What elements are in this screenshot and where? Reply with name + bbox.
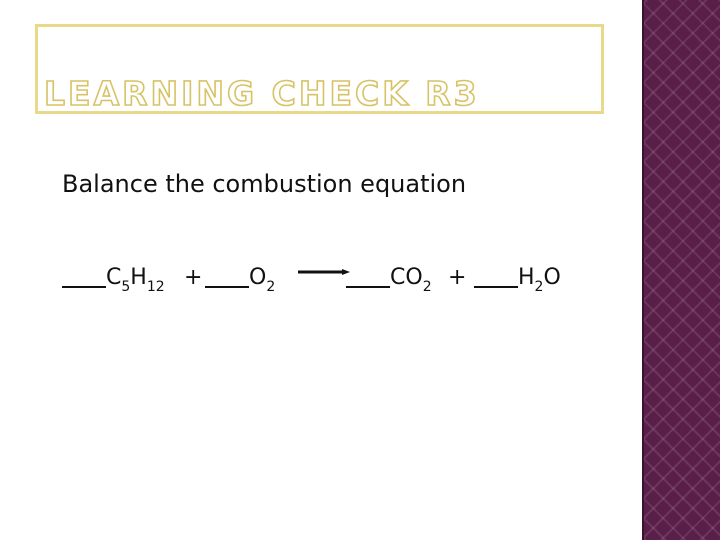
co-element: CO <box>390 265 423 290</box>
co-subscript: 2 <box>422 279 432 295</box>
c-element: C <box>106 265 122 290</box>
product-1 <box>346 264 432 294</box>
h-subscript: 12 <box>146 279 165 295</box>
h-element: H <box>130 265 147 290</box>
coefficient-blank[interactable] <box>62 264 106 288</box>
reactant-2 <box>205 264 275 294</box>
slide-title: LEARNING CHECK R3 <box>44 74 480 113</box>
title-box <box>35 24 604 114</box>
o-element: O <box>249 265 267 290</box>
product-2 <box>474 264 561 294</box>
plus-sign: + <box>448 265 467 290</box>
prompt-text: Balance the combustion equation <box>62 170 467 198</box>
h2-subscript: 2 <box>534 279 544 295</box>
coefficient-blank[interactable] <box>346 264 390 288</box>
plus-sign: + <box>184 265 203 290</box>
o2-element: O <box>543 265 561 290</box>
decorative-sidebar <box>642 0 720 540</box>
coefficient-blank[interactable] <box>205 264 249 288</box>
o-subscript: 2 <box>266 279 276 295</box>
reaction-arrow-icon <box>298 267 350 279</box>
coefficient-blank[interactable] <box>474 264 518 288</box>
c-subscript: 5 <box>121 279 131 295</box>
h2-element: H <box>518 265 535 290</box>
reactant-1 <box>62 264 165 294</box>
